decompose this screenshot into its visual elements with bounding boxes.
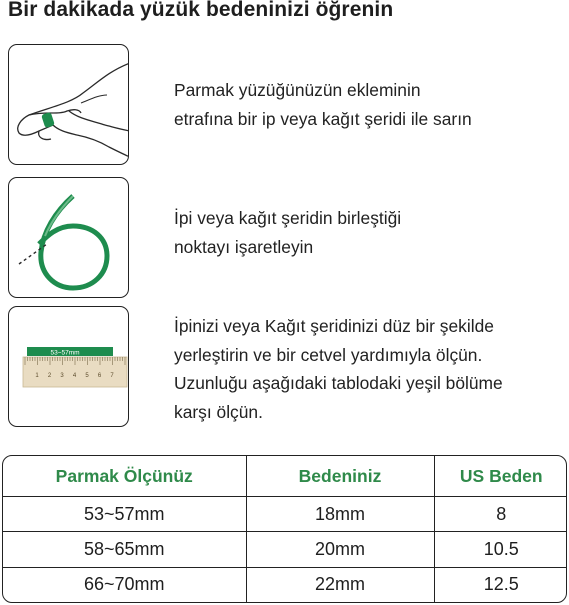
cell-us-size: 8 xyxy=(434,497,567,532)
ruler-number: 5 xyxy=(85,373,89,379)
ruler-number: 6 xyxy=(97,373,102,379)
cell-finger-size: 58~65mm xyxy=(3,532,246,567)
step-3-line-4: karşı ölçün. xyxy=(174,401,263,422)
step-1-line-2: etrafına bir ip veya kağıt şeridi ile sarın xyxy=(174,108,472,129)
cell-ring-size: 18mm xyxy=(246,497,434,532)
step-2-line-2: noktayı işaretleyin xyxy=(174,236,314,257)
header-us-size: US Beden xyxy=(434,456,567,497)
cell-us-size: 12.5 xyxy=(483,574,519,595)
table-header-row xyxy=(3,456,567,497)
ruler-number: 4 xyxy=(72,373,77,379)
ruler-strip-icon xyxy=(9,307,129,427)
page-title: Bir dakikada yüzük bedeninizi öğrenin xyxy=(8,0,394,21)
cell-finger-size: 53~57mm xyxy=(3,497,246,532)
table-row xyxy=(3,497,567,532)
step-3-line-2: yerleştirin ve bir cetvel yardımıyla ölçün. xyxy=(174,344,483,365)
step-1-text xyxy=(174,76,472,133)
cell-us-size: 10.5 xyxy=(434,532,567,567)
strip-label: 53~57mm xyxy=(50,349,80,357)
table-row xyxy=(3,567,567,602)
step-1-line-1: Parmak yüzüğünüzün ekleminin xyxy=(174,80,421,100)
step-3-illustration xyxy=(8,306,129,427)
step-2-line-1: İpi veya kağıt şeridin birleştiği xyxy=(174,208,402,228)
cell-ring-size: 22mm xyxy=(246,567,434,602)
wrapped-strip-icon xyxy=(9,178,129,298)
step-3-line-1: İpinizi veya Kağıt şeridinizi düz bir şekilde xyxy=(174,316,494,336)
size-table xyxy=(2,455,567,603)
cell-finger-size: 66~70mm xyxy=(3,567,246,602)
step-1-illustration xyxy=(8,44,129,165)
ruler-number: 1 xyxy=(35,373,39,379)
ruler-number: 7 xyxy=(110,373,114,379)
table-row xyxy=(3,532,567,567)
step-3-line-3: Uzunluğu aşağıdaki tablodaki yeşil bölüme xyxy=(174,373,503,393)
cell-ring-size: 20mm xyxy=(246,532,434,567)
ruler-number: 3 xyxy=(60,373,64,379)
step-2-illustration xyxy=(8,177,129,298)
header-ring-size: Bedeniniz xyxy=(246,456,434,497)
header-finger-size: Parmak Ölçünüz xyxy=(3,456,246,497)
step-2-text xyxy=(174,204,401,261)
ruler-number: 2 xyxy=(47,373,52,379)
hand-ring-icon xyxy=(9,45,129,165)
step-3-text xyxy=(174,312,503,426)
